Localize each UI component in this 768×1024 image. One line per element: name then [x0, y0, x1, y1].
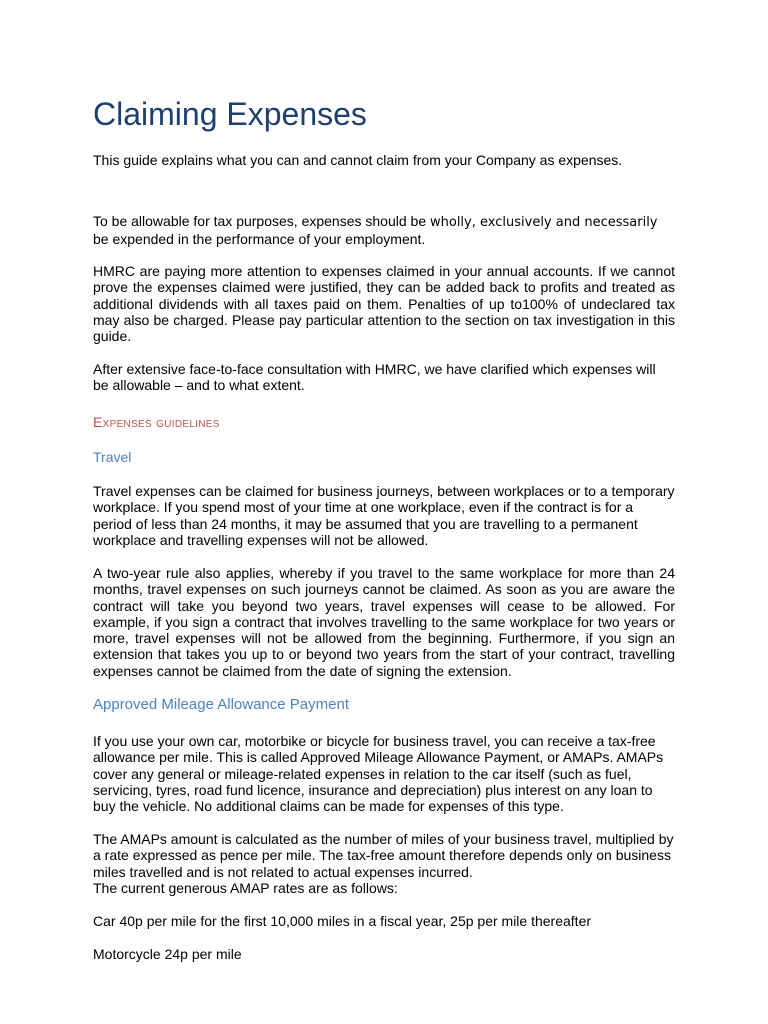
- intro-paragraph: This guide explains what you can and cannot claim from your Company as expenses.: [93, 152, 623, 168]
- amap-heading: Approved Mileage Allowance Payment: [93, 696, 349, 713]
- page-title: Claiming Expenses: [93, 96, 367, 132]
- allowable-line-1-text: To be allowable for tax purposes, expenses should be: [93, 213, 430, 229]
- allowable-paragraph: [93, 213, 675, 248]
- amap-paragraph-1: If you use your own car, motorbike or bicycle for business travel, you can receive a tax-free allowance per mile. This is called Approved Mileage Allowance Payment, or AMAPs. AMAPs cover any general or mileage-related expenses in relation to the car itself (such as fuel, servicing, tyres, road fund licence, insurance and depreciation) plus interest on any loan to buy the vehicle. No additional claims can be made for expenses of this type.: [93, 733, 664, 815]
- amap-paragraph-2-text: The AMAPs amount is calculated as the number of miles of your business travel, multiplied by a rate expressed as pence per mile. The tax-free amount therefore depends only on business miles travelled and is not related to actual expenses incurred.: [93, 831, 674, 880]
- travel-paragraph-1: Travel expenses can be claimed for business journeys, between workplaces or to a temporary workplace. If you spend most of your time at one workplace, even if the contract is for a period of less than 24 months, it may be assumed that you are travelling to a permanent workplace and travelling expenses will not be allowed.: [93, 483, 675, 548]
- allowable-line-1: [93, 213, 675, 231]
- consultation-paragraph: After extensive face-to-face consultation with HMRC, we have clarified which expenses will be allowable – and to what extent.: [93, 361, 656, 394]
- amap-rates-intro: The current generous AMAP rates are as follows:: [93, 879, 398, 896]
- travel-paragraph-2: A two-year rule also applies, whereby if you travel to the same workplace for more than 24 months, travel expenses on such journeys cannot be claimed. As soon as you are aware the contract will take you beyond two years, travel expenses will cease to be allowed. For example, if you sign a contract that involves travelling to the same workplace for two years or more, travel expenses will not be allowed from the beginning. Furthermore, if you sign an extension that takes you up to or beyond two years from the start of your contract, travelling expenses cannot be claimed from the date of signing the extension.: [93, 565, 675, 679]
- section-heading-expenses-guidelines: Expenses guidelines: [93, 414, 220, 430]
- travel-heading: Travel: [93, 449, 132, 465]
- hmrc-attention-paragraph: HMRC are paying more attention to expenses claimed in your annual accounts. If we cannot prove the expenses claimed were justified, they can be added back to profits and treated as additional dividends with all taxes paid on them. Penalties of up to100% of undeclared tax may also be charged. Please pay particular attention to the section on tax investigation in this guide.: [93, 263, 675, 345]
- allowable-emphasis: wholly, exclusively and necessarily: [430, 215, 658, 230]
- motorcycle-rate: Motorcycle 24p per mile: [93, 946, 242, 962]
- allowable-line-2: be expended in the performance of your employment.: [93, 231, 426, 248]
- amap-paragraph-2: [93, 831, 675, 896]
- car-rate: Car 40p per mile for the first 10,000 miles in a fiscal year, 25p per mile thereafter: [93, 913, 592, 929]
